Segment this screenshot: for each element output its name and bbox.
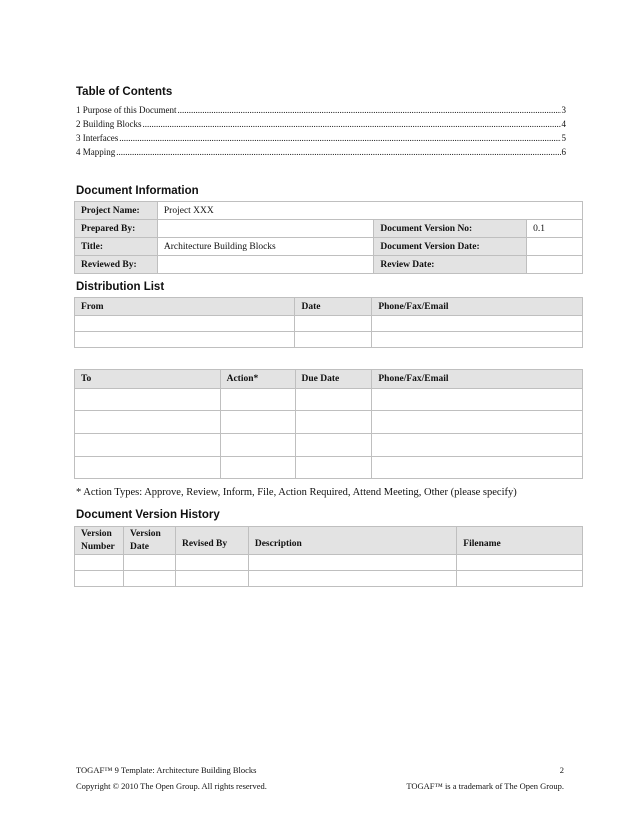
table-row — [75, 238, 583, 256]
table-row — [75, 316, 583, 332]
toc-leader — [116, 145, 560, 159]
table-cell[interactable] — [295, 457, 372, 479]
table-row — [75, 555, 583, 571]
table-cell[interactable] — [123, 555, 175, 571]
column-header: Revised By — [175, 527, 248, 555]
column-header: Description — [248, 527, 456, 555]
review-date-value[interactable] — [527, 256, 583, 274]
table-cell[interactable] — [123, 571, 175, 587]
table-row — [75, 220, 583, 238]
toc-entry-page: 5 — [561, 133, 566, 143]
table-of-contents — [76, 103, 566, 159]
column-header: Phone/Fax/Email — [372, 298, 583, 316]
document-information-heading: Document Information — [76, 185, 199, 197]
column-header: Filename — [457, 527, 583, 555]
table-cell[interactable] — [372, 332, 583, 348]
distribution-list-heading: Distribution List — [76, 281, 165, 293]
table-row — [75, 389, 583, 411]
table-cell[interactable] — [248, 555, 456, 571]
toc-entry-page: 4 — [561, 119, 566, 129]
table-cell[interactable] — [372, 434, 583, 457]
table-row — [75, 434, 583, 457]
column-header: Version Number — [75, 527, 124, 555]
table-cell[interactable] — [295, 389, 372, 411]
table-cell[interactable] — [372, 411, 583, 434]
table-cell[interactable] — [220, 389, 295, 411]
table-cell[interactable] — [372, 457, 583, 479]
toc-entry[interactable] — [76, 131, 566, 145]
column-header: To — [75, 370, 221, 389]
toc-entry-label: 3 Interfaces — [76, 133, 119, 143]
table-cell[interactable] — [75, 316, 295, 332]
table-cell[interactable] — [295, 434, 372, 457]
table-cell[interactable] — [175, 571, 248, 587]
table-cell[interactable] — [75, 571, 124, 587]
distribution-from-table — [74, 297, 583, 348]
footer-copyright: Copyright © 2010 The Open Group. All rights reserved. — [76, 781, 267, 791]
table-cell[interactable] — [220, 457, 295, 479]
title-value[interactable]: Architecture Building Blocks — [157, 238, 374, 256]
table-cell[interactable] — [75, 555, 124, 571]
version-date-label: Document Version Date: — [374, 238, 527, 256]
footer-trademark: TOGAF™ is a trademark of The Open Group. — [406, 781, 564, 791]
table-cell[interactable] — [372, 389, 583, 411]
table-row — [75, 457, 583, 479]
action-types-note: * Action Types: Approve, Review, Inform, File, Action Required, Attend Meeting, Other (please specify) — [76, 487, 517, 498]
toc-entry[interactable] — [76, 145, 566, 159]
reviewed-by-label: Reviewed By: — [75, 256, 158, 274]
version-history-table — [74, 526, 583, 587]
column-header: Version Date — [123, 527, 175, 555]
table-row — [75, 202, 583, 220]
table-cell[interactable] — [295, 332, 372, 348]
toc-entry-label: 1 Purpose of this Document — [76, 105, 177, 115]
column-header: Action* — [220, 370, 295, 389]
version-history-heading: Document Version History — [76, 509, 220, 521]
footer-template-name: TOGAF™ 9 Template: Architecture Building Blocks — [76, 765, 257, 775]
review-date-label: Review Date: — [374, 256, 527, 274]
prepared-by-label: Prepared By: — [75, 220, 158, 238]
table-cell[interactable] — [457, 571, 583, 587]
toc-entry[interactable] — [76, 117, 566, 131]
toc-leader — [178, 103, 561, 117]
toc-leader — [143, 117, 561, 131]
table-cell[interactable] — [75, 332, 295, 348]
table-cell[interactable] — [295, 316, 372, 332]
column-header: Due Date — [295, 370, 372, 389]
table-header-row — [75, 298, 583, 316]
toc-entry-label: 2 Building Blocks — [76, 119, 142, 129]
table-cell[interactable] — [75, 457, 221, 479]
toc-entry[interactable] — [76, 103, 566, 117]
page-footer — [76, 762, 564, 794]
title-label: Title: — [75, 238, 158, 256]
version-no-value[interactable]: 0.1 — [527, 220, 583, 238]
table-row — [75, 332, 583, 348]
toc-leader — [119, 131, 560, 145]
table-cell[interactable] — [220, 411, 295, 434]
page-number: 2 — [559, 765, 564, 775]
table-cell[interactable] — [372, 316, 583, 332]
toc-heading: Table of Contents — [76, 86, 173, 98]
toc-entry-page: 3 — [561, 105, 566, 115]
table-row — [75, 256, 583, 274]
version-date-value[interactable] — [527, 238, 583, 256]
table-cell[interactable] — [248, 571, 456, 587]
table-cell[interactable] — [75, 389, 221, 411]
table-cell[interactable] — [457, 555, 583, 571]
table-row — [75, 571, 583, 587]
reviewed-by-value[interactable] — [157, 256, 374, 274]
table-row — [75, 411, 583, 434]
table-header-row — [75, 527, 583, 555]
prepared-by-value[interactable] — [157, 220, 374, 238]
document-information-table — [74, 201, 583, 274]
table-cell[interactable] — [75, 434, 221, 457]
distribution-to-table — [74, 369, 583, 479]
toc-entry-page: 6 — [561, 147, 566, 157]
table-header-row — [75, 370, 583, 389]
column-header: Phone/Fax/Email — [372, 370, 583, 389]
table-cell[interactable] — [175, 555, 248, 571]
column-header: From — [75, 298, 295, 316]
table-cell[interactable] — [295, 411, 372, 434]
table-cell[interactable] — [75, 411, 221, 434]
project-name-label: Project Name: — [75, 202, 158, 220]
column-header: Date — [295, 298, 372, 316]
toc-entry-label: 4 Mapping — [76, 147, 116, 157]
version-no-label: Document Version No: — [374, 220, 527, 238]
table-cell[interactable] — [220, 434, 295, 457]
project-name-value[interactable]: Project XXX — [157, 202, 582, 220]
